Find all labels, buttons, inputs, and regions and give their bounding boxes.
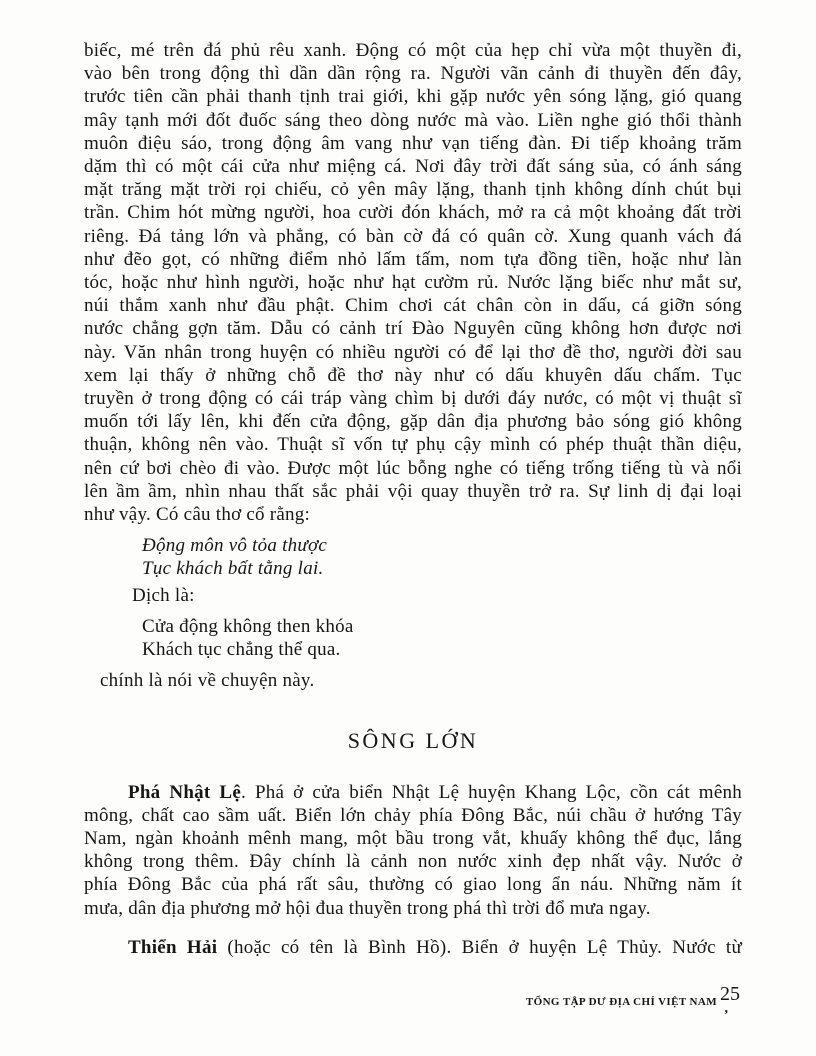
entry-lead-text: . Phá ở cửa biển Nhật Lệ huyện Khang Lộc, cồn cát mênh (241, 781, 742, 803)
entry-name-pha-nhat-le: Phá Nhật Lệ (128, 781, 242, 803)
text-line: Động môn vô tỏa thược (142, 535, 328, 557)
text-line: mưa, dân địa phương mở hội đua thuyền trong phá thì trời đổ mưa ngay. (84, 897, 651, 919)
text-line: riêng. Đá tảng lớn và phẳng, có bàn cờ đá có quân cờ. Xung quanh vách đá (84, 225, 742, 247)
page-number: 25 (720, 983, 740, 1005)
text-line: như đẽo gọt, có những điểm nhỏ lấm tấm, nom tựa đồng tiền, hoặc như làn (84, 248, 742, 270)
text-line: thuận, không nên vào. Thuật sĩ vốn tự phụ cậy mình có phép thuật thần diệu, (84, 434, 742, 456)
text-line: vào bên trong động thì dần dần rộng ra. Người vãn cảnh đi thuyền đến đây, (84, 63, 742, 85)
text-line: xem lại thấy ở những chỗ đề thơ này như có dấu khuyên dấu chấm. Tục (84, 364, 742, 386)
text-line: mây tạnh mới đốt đuốc sáng theo dòng nước mà vào. Liền nghe gió thổi thành (84, 109, 742, 131)
text-line: biếc, mé trên đá phủ rêu xanh. Động có một của hẹp chỉ vừa một thuyền đi, (84, 40, 742, 61)
text-line: Nam, ngàn khoảnh mênh mang, một bầu trong vắt, khuấy không thể đục, lắng (84, 828, 742, 850)
text-line: truyền ở trong động có cái tráp vàng chìm bị dưới đáy nước, có một vị thuật sĩ (84, 388, 742, 410)
footer-series-title: TỔNG TẬP DƯ ĐỊA CHÍ VIỆT NAM (525, 996, 717, 1008)
poem-original (142, 534, 742, 580)
text-line: nước chẳng gợn tăm. Dẫu có cảnh trí Đào Nguyên cũng không hơn được nơi (84, 318, 742, 340)
text-line (84, 781, 742, 804)
paragraph-pha-nhat-le-body (84, 804, 742, 920)
text-line: trước tiên cần phải thanh tịnh trai giới, khi gặp nước yên sóng lặng, gió quang (84, 86, 742, 108)
text-line: Cửa động không then khóa (142, 616, 354, 638)
paragraph-thien-hai (84, 936, 742, 959)
text-line: phía Đông Bắc của phá rất sâu, thường có giao long ẩn náu. Những năm ít (84, 874, 742, 896)
text-line: không trong thêm. Đây chính là cảnh non nước xinh đẹp nhất vậy. Nước ở (84, 851, 742, 873)
poem-translation (142, 615, 742, 661)
text-line: mông, chất cao sầm uất. Biển lớn chảy phía Đông Bắc, núi chầu ở hướng Tây (84, 804, 742, 826)
text-line: này. Văn nhân trong huyện có nhiều người có để lại thơ đề thơ, người đời sau (84, 341, 742, 363)
paragraph-cave-description (84, 39, 742, 526)
entry-name-thien-hai: Thiển Hải (128, 936, 218, 958)
text-line: Khách tục chẳng thể qua. (142, 639, 341, 661)
text-line: Tục khách bất tằng lai. (142, 558, 324, 580)
text-line (84, 936, 742, 959)
text-line: lên ầm ầm, nhìn nhau thất sắc phải vội quay thuyền trở ra. Sự linh dị đại loại (84, 480, 742, 502)
text-line: trần. Chim hót mừng người, hoa cười đón khách, mở ra cả một khoảng đất trời (84, 202, 742, 224)
text-line: muốn tới lấy lên, khi đến cửa động, gặp dân địa phương bảo sóng gió không (84, 411, 742, 433)
text-line: tóc, hoặc như hình người, hoặc như hạt cườm rủ. Nước lặng biếc như mắt sư, (84, 272, 742, 294)
text-line: như vậy. Có câu thơ cổ rằng: (84, 504, 311, 526)
paragraph-pha-nhat-le (84, 781, 742, 920)
text-line: mặt trăng mặt trời rọi chiếu, cỏ yên mây lặng, thanh tịnh không dính chút bụi (84, 179, 742, 201)
text-line: dặm thì có một cái cửa như miệng cá. Nơi đây trời đất sáng sủa, có ánh sáng (84, 156, 742, 178)
text-line: muôn điệu sáo, trong động âm vang như vạn tiếng đàn. Đi tiếp khoảng trăm (84, 132, 742, 154)
translation-label: Dịch là: (132, 585, 195, 607)
section-heading: SÔNG LỚN (347, 727, 479, 753)
closing-line: chính là nói về chuyện này. (100, 670, 315, 692)
entry-lead-text: (hoặc có tên là Bình Hồ). Biển ở huyện Lệ Thủy. Nước từ (217, 936, 743, 958)
text-line: nên cứ bơi chèo đi vào. Được một lúc bỗng nghe có tiếng trống tiếng tù và nổi (84, 457, 742, 479)
text-line: núi thắm xanh như đầu phật. Chim chơi cát chân còn in dấu, cá giỡn sóng (84, 295, 742, 317)
text-block (84, 39, 742, 959)
stray-comma-mark: , (724, 1001, 728, 1016)
